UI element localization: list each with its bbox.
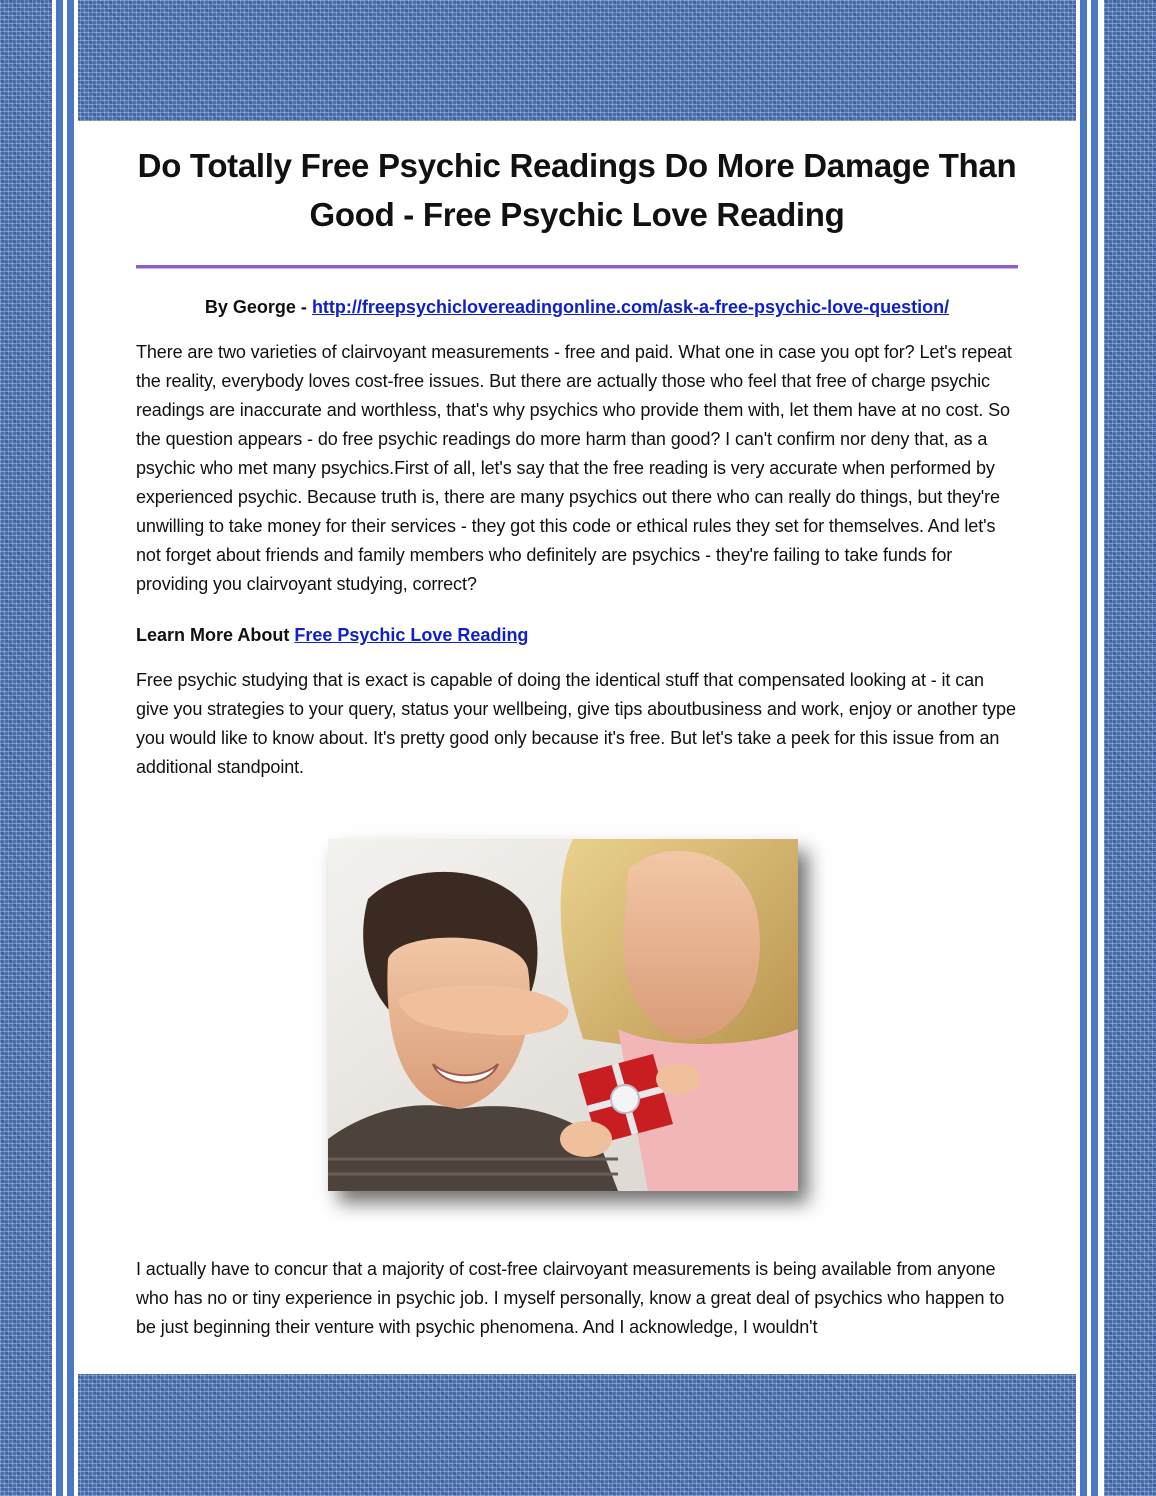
byline-link[interactable]: http://freepsychiclovereadingonline.com/ask-a-free-psychic-love-question/ — [311, 297, 950, 317]
paragraph-1: There are two varieties of clairvoyant measurements - free and paid. What one in case you opt for? Let's repeat the reality, everybody loves cost-free issues. But there are actually those who feel that free of charge psychic readings are inaccurate and worthless, that's why psychics who provide them with, let them have at no cost. So the question appears - do free psychic readings do more harm than good? I can't confirm nor deny that, as a psychic who met many psychics.First of all, let's say that the free reading is very accurate when performed by experienced psychic. Because truth is, there are many psychics out there who can really do things, but they're unwilling to take money for their services - they got this code or ethical rules they set for themselves. And let's not forget about friends and family members who definitely are psychics - they're failing to take funds for providing you clairvoyant studying, correct? — [136, 342, 1012, 594]
photo-illustration — [328, 839, 798, 1191]
frame-top-pattern — [0, 0, 1156, 121]
paragraph-3: I actually have to concur that a majority of cost-free clairvoyant measurements is being available from anyone who has no or tiny experience in psychic job. I myself personally, know a great deal of psychics who happen to be just beginning their venture with psychic phenomena. And I acknowledge, I wouldn't — [136, 1259, 1005, 1337]
byline-author: By George - — [204, 297, 312, 317]
couple-gift-photo — [328, 839, 798, 1191]
frame-right-pattern — [1104, 0, 1156, 1496]
continued-text — [136, 1255, 1018, 1342]
frame-stripe — [67, 0, 74, 1496]
paragraph-2: Free psychic studying that is exact is capable of doing the identical stuff that compensated looking at - it can give you strategies to your query, status your wellbeing, give tips aboutbusiness and work, enjoy or another type you would like to know about. It's pretty good only because it's free. But let's take a peek for this issue from an additional standpoint. — [136, 670, 1016, 777]
article — [136, 121, 1018, 782]
title-divider — [136, 265, 1018, 269]
frame-stripe — [56, 0, 63, 1496]
frame-bottom-pattern — [0, 1374, 1156, 1496]
page-panel — [78, 121, 1076, 1374]
frame-left-pattern — [0, 0, 52, 1496]
learn-more-label: Learn More About — [136, 625, 295, 645]
frame-stripe — [1080, 0, 1087, 1496]
frame-stripe — [1091, 0, 1098, 1496]
byline — [136, 297, 1018, 318]
learn-more — [136, 625, 1018, 646]
page-title: Do Totally Free Psychic Readings Do More Damage Than Good - Free Psychic Love Reading — [137, 147, 1017, 233]
learn-more-link[interactable]: Free Psychic Love Reading — [294, 625, 529, 645]
frame-stripe — [1098, 0, 1104, 1496]
